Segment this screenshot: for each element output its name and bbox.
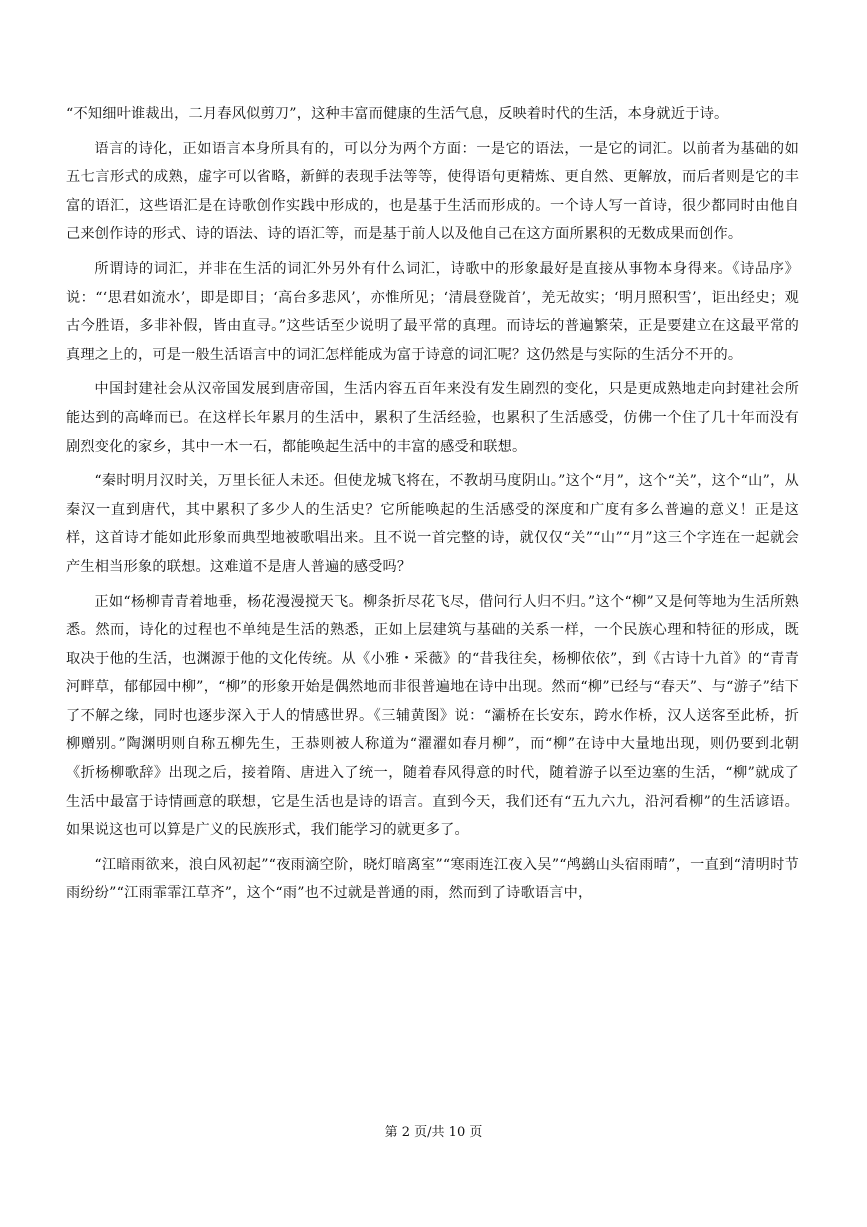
paragraph-willow-imagery: 正如“杨柳青青着地垂，杨花漫漫搅天飞。柳条折尽花飞尽，借问行人归不归。”这个“柳”又是何等地为生活所熟悉。然而，诗化的过程也不单纯是生活的熟悉，正如上层建筑与基础的关系一样，一个民族心理和特征的形成，既取决于他的生活，也渊源于他的文化传统。从《小雅・采薇》的“昔我往矣，杨柳依依”，到《古诗十九首》的“青青河畔草，郁郁园中柳”，“柳”的形象开始是偶然地而非很普遍地在诗中出现。然而“柳”已经与“春天”、与“游子”结下了不解之缘，同时也逐步深入于人的情感世界。《三辅黄图》说：“灞桥在长安东，跨水作桥，汉人送客至此桥，折柳赠别。”陶渊明则自称五柳先生，王恭则被人称道为“濯濯如春月柳”，而“柳”在诗中大量地出现，则仍要到北朝《折杨柳歌辞》出现之后，接着隋、唐进入了统一，随着春风得意的时代，随着游子以至边塞的生活，“柳”就成了生活中最富于诗情画意的联想，它是生活也是诗的语言。直到今天，我们还有“五九六九，沿河看柳”的生活谚语。如果说这也可以算是广义的民族形式，我们能学习的就更多了。 [66,593,799,839]
page-number-footer: 第 2 页/共 10 页 [384,1125,483,1140]
paragraph-qin-moon-han-pass: “秦时明月汉时关，万里长征人未还。但使龙城飞将在，不教胡马度阴山。”这个“月”，这个“关”，这个“山”，从秦汉一直到唐代，其中累积了多少人的生活史？它所能唤起的生活感受的深度和广度有多么普遍的意义！正是这样，这首诗才能如此形象而典型地被歌唱出来。且不说一首完整的诗，就仅仅“关”“山”“月”这三个字连在一起就会产生相当形象的联想。这难道不是唐人普遍的感受吗？ [66,473,799,575]
paragraph-quote-continuation: “不知细叶谁裁出，二月春风似剪刀”，这种丰富而健康的生活气息，反映着时代的生活，本身就近于诗。 [66,106,729,122]
paragraph-language-poeticization: 语言的诗化，正如语言本身所具有的，可以分为两个方面：一是它的语法，一是它的词汇。以前者为基础的如五七言形式的成熟，虚字可以省略，新鲜的表现手法等等，使得语句更精炼、更自然、更解放，而后者则是它的丰富的语汇，这些语汇是在诗歌创作实践中形成的，也是基于生活而形成的。一个诗人写一首诗，很少都同时由他自己来创作诗的形式、诗的语法、诗的语汇等，而是基于前人以及他自己在这方面所累积的无数成果而创作。 [66,140,799,243]
article-body [66,100,799,914]
paragraph-poetic-vocabulary: 所谓诗的词汇，并非在生活的词汇外另外有什么词汇，诗歌中的形象最好是直接从事物本身得来。《诗品序》说：“‘思君如流水’，即是即目；‘高台多悲风’，亦惟所见；‘清晨登陇首’，羌无故实；‘明月照积雪’，讵出经史；观古今胜语，多非补假，皆由直寻。”这些话至少说明了最平常的真理。而诗坛的普遍繁荣，正是要建立在这最平常的真理之上的，可是一般生活语言中的词汇怎样能成为富于诗意的词汇呢？这仍然是与实际的生活分不开的。 [66,260,799,363]
paragraph-rain-imagery: “江暗雨欲来，浪白风初起”“夜雨滴空阶，晓灯暗离室”“寒雨连江夜入吴”“鸬鹚山头宿雨晴”，一直到“清明时节雨纷纷”“江雨霏霏江草齐”，这个“雨”也不过就是普通的雨，然而到了诗歌语言中， [66,856,799,902]
paragraph-feudal-society: 中国封建社会从汉帝国发展到唐帝国，生活内容五百年来没有发生剧烈的变化，只是更成熟地走向封建社会所能达到的高峰而已。在这样长年累月的生活中，累积了生活经验，也累积了生活感受，仿佛一个住了几十年而没有剧烈变化的家乡，其中一木一石，都能唤起生活中的丰富的感受和联想。 [66,381,799,455]
